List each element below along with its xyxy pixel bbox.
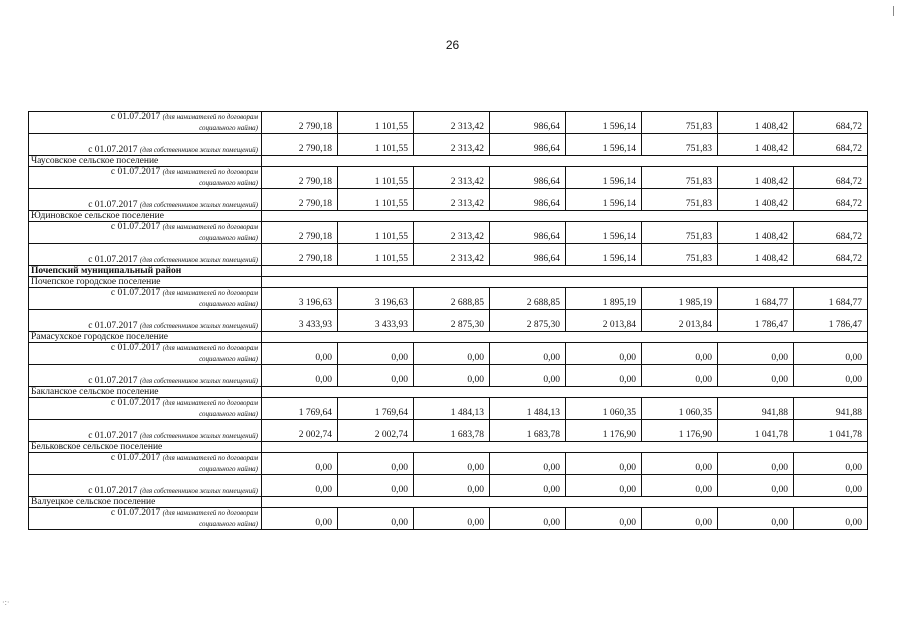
tenants-rate-row	[29, 398, 868, 420]
rate-value-cell: 1 041,78	[794, 420, 868, 442]
rate-value-cell: 3 196,63	[338, 288, 414, 310]
owner-note: (для собственников жилых помещений)	[139, 201, 258, 209]
rate-value-cell: 1 101,55	[338, 222, 414, 244]
rate-value-cell: 751,83	[642, 112, 718, 134]
rate-value-cell: 0,00	[414, 365, 490, 387]
owners-rate-row	[29, 420, 868, 442]
rate-value-cell: 2 790,18	[262, 134, 338, 156]
rate-value-cell: 0,00	[718, 508, 794, 530]
rate-value-cell: 1 408,42	[718, 134, 794, 156]
section-header-row	[29, 497, 868, 508]
row-label	[29, 508, 262, 530]
row-label	[29, 453, 262, 475]
section-header-filler	[262, 497, 868, 508]
rate-value-cell: 684,72	[794, 189, 868, 211]
owners-rate-row	[29, 475, 868, 497]
rate-value-cell: 1 408,42	[718, 244, 794, 266]
tenant-note-line2: социального найма)	[199, 179, 258, 187]
rate-value-cell: 684,72	[794, 134, 868, 156]
date-label: с 01.07.2017	[88, 255, 138, 265]
rate-value-cell: 2 688,85	[490, 288, 566, 310]
rate-value-cell: 751,83	[642, 222, 718, 244]
rate-value-cell: 751,83	[642, 189, 718, 211]
owners-rate-row	[29, 310, 868, 332]
tenant-note-line1: (для нанимателей по договорам	[162, 289, 258, 297]
rate-value-cell: 2 013,84	[566, 310, 642, 332]
owners-rate-row	[29, 134, 868, 156]
rate-value-cell: 2 313,42	[414, 222, 490, 244]
rate-value-cell: 2 790,18	[262, 222, 338, 244]
row-label	[29, 398, 262, 420]
rate-value-cell: 684,72	[794, 244, 868, 266]
rate-value-cell: 0,00	[794, 508, 868, 530]
rate-value-cell: 1 596,14	[566, 167, 642, 189]
section-header-row	[29, 442, 868, 453]
row-label	[29, 365, 262, 387]
rate-value-cell: 2 875,30	[490, 310, 566, 332]
rate-value-cell: 2 313,42	[414, 167, 490, 189]
tenant-note-line2: социального найма)	[199, 465, 258, 473]
rate-value-cell: 1 985,19	[642, 288, 718, 310]
section-header-filler	[262, 387, 868, 398]
rate-value-cell: 0,00	[490, 508, 566, 530]
tenant-note-line1: (для нанимателей по договорам	[162, 223, 258, 231]
rate-value-cell: 986,64	[490, 112, 566, 134]
rate-value-cell: 0,00	[490, 475, 566, 497]
tenants-rate-row	[29, 112, 868, 134]
date-label: с 01.07.2017	[110, 288, 161, 298]
rate-value-cell: 2 875,30	[414, 310, 490, 332]
rate-value-cell: 0,00	[642, 343, 718, 365]
rate-value-cell: 3 433,93	[338, 310, 414, 332]
rate-value-cell: 751,83	[642, 134, 718, 156]
rate-value-cell: 1 769,64	[262, 398, 338, 420]
rate-value-cell: 0,00	[794, 475, 868, 497]
rate-value-cell: 2 790,18	[262, 189, 338, 211]
date-label: с 01.07.2017	[110, 398, 161, 408]
rate-value-cell: 0,00	[642, 453, 718, 475]
rate-value-cell: 0,00	[414, 453, 490, 475]
rate-value-cell: 986,64	[490, 222, 566, 244]
row-label	[29, 288, 262, 310]
row-label	[29, 475, 262, 497]
rate-value-cell: 0,00	[490, 453, 566, 475]
date-label: с 01.07.2017	[110, 508, 161, 518]
tenants-rate-row	[29, 453, 868, 475]
rate-value-cell: 0,00	[642, 365, 718, 387]
tenant-note-line1: (для нанимателей по договорам	[162, 113, 258, 121]
section-header-filler	[262, 156, 868, 167]
date-label: с 01.07.2017	[88, 145, 138, 155]
row-label	[29, 189, 262, 211]
tenants-rate-row	[29, 288, 868, 310]
rate-value-cell: 986,64	[490, 134, 566, 156]
rate-value-cell: 2 790,18	[262, 244, 338, 266]
tenant-note-line2: социального найма)	[199, 124, 258, 132]
rate-value-cell: 0,00	[414, 475, 490, 497]
rate-value-cell: 1 484,13	[490, 398, 566, 420]
section-header-row	[29, 211, 868, 222]
rate-value-cell: 0,00	[490, 343, 566, 365]
section-header-filler	[262, 277, 868, 288]
rate-value-cell: 2 688,85	[414, 288, 490, 310]
rate-value-cell: 1 786,47	[718, 310, 794, 332]
tariff-table	[28, 111, 868, 530]
owner-note: (для собственников жилых помещений)	[139, 256, 258, 264]
section-header-row	[29, 156, 868, 167]
rate-value-cell: 0,00	[414, 508, 490, 530]
rate-value-cell: 751,83	[642, 167, 718, 189]
rate-value-cell: 0,00	[794, 453, 868, 475]
date-label: с 01.07.2017	[88, 321, 138, 331]
rate-value-cell: 1 041,78	[718, 420, 794, 442]
row-label	[29, 222, 262, 244]
tenants-rate-row	[29, 167, 868, 189]
owners-rate-row	[29, 244, 868, 266]
row-label	[29, 134, 262, 156]
section-header-filler	[262, 211, 868, 222]
rate-value-cell: 0,00	[262, 343, 338, 365]
rate-value-cell: 2 002,74	[338, 420, 414, 442]
rate-value-cell: 0,00	[718, 365, 794, 387]
rate-value-cell: 0,00	[414, 343, 490, 365]
rate-value-cell: 684,72	[794, 112, 868, 134]
tenant-note-line2: социального найма)	[199, 234, 258, 242]
section-title: Почепское городское поселение	[29, 277, 262, 288]
date-label: с 01.07.2017	[110, 453, 161, 463]
rate-value-cell: 2 790,18	[262, 112, 338, 134]
owner-note: (для собственников жилых помещений)	[139, 377, 258, 385]
owner-note: (для собственников жилых помещений)	[139, 322, 258, 330]
rate-value-cell: 1 769,64	[338, 398, 414, 420]
rate-value-cell: 1 596,14	[566, 112, 642, 134]
section-title: Валуецкое сельское поселение	[29, 497, 262, 508]
owners-rate-row	[29, 365, 868, 387]
owner-note: (для собственников жилых помещений)	[139, 146, 258, 154]
tenants-rate-row	[29, 222, 868, 244]
rate-value-cell: 2 002,74	[262, 420, 338, 442]
section-header-row	[29, 332, 868, 343]
date-label: с 01.07.2017	[110, 167, 161, 177]
section-title: Юдиновское сельское поселение	[29, 211, 262, 222]
date-label: с 01.07.2017	[88, 200, 138, 210]
rate-value-cell: 0,00	[338, 365, 414, 387]
tenant-note-line1: (для нанимателей по договорам	[162, 509, 258, 517]
rate-value-cell: 1 101,55	[338, 112, 414, 134]
tenant-note-line2: социального найма)	[199, 410, 258, 418]
rate-value-cell: 0,00	[338, 475, 414, 497]
section-header-row	[29, 266, 868, 277]
row-label	[29, 244, 262, 266]
rate-value-cell: 1 060,35	[566, 398, 642, 420]
rate-value-cell: 0,00	[718, 343, 794, 365]
owner-note: (для собственников жилых помещений)	[139, 487, 258, 495]
rate-value-cell: 2 313,42	[414, 134, 490, 156]
rate-value-cell: 0,00	[338, 343, 414, 365]
section-header-row	[29, 387, 868, 398]
rate-value-cell: 3 433,93	[262, 310, 338, 332]
row-label	[29, 112, 262, 134]
rate-value-cell: 1 484,13	[414, 398, 490, 420]
rate-value-cell: 0,00	[794, 365, 868, 387]
rate-value-cell: 1 408,42	[718, 167, 794, 189]
rate-value-cell: 0,00	[718, 453, 794, 475]
rate-value-cell: 2 313,42	[414, 112, 490, 134]
section-title: Рамасухское городское поселение	[29, 332, 262, 343]
tenants-rate-row	[29, 343, 868, 365]
rate-value-cell: 1 408,42	[718, 112, 794, 134]
tenant-note-line2: социального найма)	[199, 300, 258, 308]
rate-value-cell: 1 895,19	[566, 288, 642, 310]
date-label: с 01.07.2017	[88, 431, 138, 441]
rate-value-cell: 0,00	[490, 365, 566, 387]
rate-value-cell: 1 101,55	[338, 167, 414, 189]
rate-value-cell: 0,00	[262, 508, 338, 530]
rate-value-cell: 2 313,42	[414, 244, 490, 266]
owners-rate-row	[29, 189, 868, 211]
row-label	[29, 420, 262, 442]
rate-value-cell: 0,00	[338, 453, 414, 475]
section-header-filler	[262, 266, 868, 277]
row-label	[29, 343, 262, 365]
rate-value-cell: 1 596,14	[566, 222, 642, 244]
rate-value-cell: 941,88	[794, 398, 868, 420]
section-title: Бельковское сельское поселение	[29, 442, 262, 453]
rate-value-cell: 0,00	[566, 508, 642, 530]
rate-value-cell: 1 408,42	[718, 222, 794, 244]
date-label: с 01.07.2017	[110, 112, 161, 122]
rate-value-cell: 2 313,42	[414, 189, 490, 211]
tenant-note-line2: социального найма)	[199, 520, 258, 528]
section-title: Чаусовское сельское поселение	[29, 156, 262, 167]
tenant-note-line1: (для нанимателей по договорам	[162, 168, 258, 176]
date-label: с 01.07.2017	[88, 376, 138, 386]
rate-value-cell: 1 176,90	[642, 420, 718, 442]
section-header-filler	[262, 442, 868, 453]
rate-value-cell: 1 101,55	[338, 189, 414, 211]
date-label: с 01.07.2017	[110, 343, 161, 353]
rate-value-cell: 1 060,35	[642, 398, 718, 420]
rate-value-cell: 0,00	[338, 508, 414, 530]
rate-value-cell: 986,64	[490, 244, 566, 266]
section-header-filler	[262, 332, 868, 343]
rate-value-cell: 684,72	[794, 222, 868, 244]
rate-value-cell: 1 684,77	[718, 288, 794, 310]
rate-value-cell: 0,00	[262, 365, 338, 387]
rate-value-cell: 0,00	[262, 475, 338, 497]
rate-value-cell: 751,83	[642, 244, 718, 266]
rate-value-cell: 0,00	[642, 508, 718, 530]
rate-value-cell: 1 786,47	[794, 310, 868, 332]
row-label	[29, 310, 262, 332]
rate-value-cell: 1 596,14	[566, 189, 642, 211]
rate-value-cell: 0,00	[566, 475, 642, 497]
tenant-note-line1: (для нанимателей по договорам	[162, 344, 258, 352]
rate-value-cell: 684,72	[794, 167, 868, 189]
scan-dots-decoration: ·:·	[2, 598, 10, 607]
rate-value-cell: 1 596,14	[566, 134, 642, 156]
rate-value-cell: 0,00	[718, 475, 794, 497]
row-label	[29, 167, 262, 189]
tenants-rate-row	[29, 508, 868, 530]
scan-edge-mark	[893, 6, 894, 16]
rate-value-cell: 1 684,77	[794, 288, 868, 310]
rate-value-cell: 986,64	[490, 167, 566, 189]
rate-value-cell: 1 683,78	[490, 420, 566, 442]
date-label: с 01.07.2017	[110, 222, 161, 232]
rate-value-cell: 1 408,42	[718, 189, 794, 211]
rate-value-cell: 0,00	[262, 453, 338, 475]
rate-value-cell: 1 683,78	[414, 420, 490, 442]
rate-value-cell: 0,00	[566, 343, 642, 365]
tenant-note-line1: (для нанимателей по договорам	[162, 399, 258, 407]
rate-value-cell: 941,88	[718, 398, 794, 420]
section-title: Почепский муниципальный район	[29, 266, 262, 277]
section-header-row	[29, 277, 868, 288]
rate-value-cell: 0,00	[794, 343, 868, 365]
rate-value-cell: 2 013,84	[642, 310, 718, 332]
rate-value-cell: 3 196,63	[262, 288, 338, 310]
section-title: Бакланское сельское поселение	[29, 387, 262, 398]
tenant-note-line2: социального найма)	[199, 355, 258, 363]
rate-value-cell: 1 176,90	[566, 420, 642, 442]
tenant-note-line1: (для нанимателей по договорам	[162, 454, 258, 462]
rate-value-cell: 2 790,18	[262, 167, 338, 189]
date-label: с 01.07.2017	[88, 486, 138, 496]
rate-value-cell: 1 101,55	[338, 244, 414, 266]
rate-value-cell: 1 101,55	[338, 134, 414, 156]
rate-value-cell: 1 596,14	[566, 244, 642, 266]
page-number: 26	[445, 38, 460, 52]
rate-value-cell: 0,00	[566, 365, 642, 387]
rate-value-cell: 986,64	[490, 189, 566, 211]
rate-value-cell: 0,00	[566, 453, 642, 475]
owner-note: (для собственников жилых помещений)	[139, 432, 258, 440]
rate-value-cell: 0,00	[642, 475, 718, 497]
